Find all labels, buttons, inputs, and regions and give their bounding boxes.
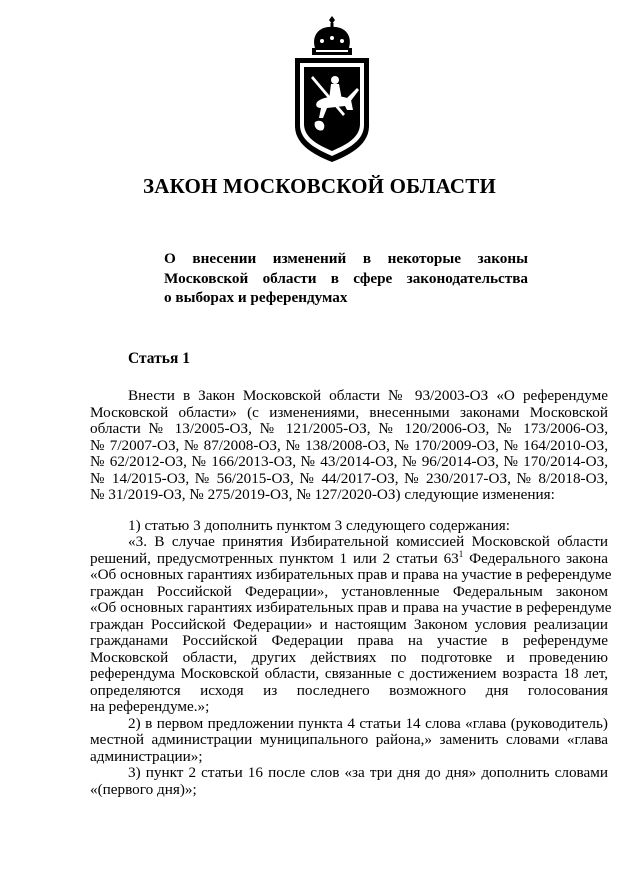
text-line-with-superscript: [90, 548, 608, 568]
text-line: Московской области, других действиях по подготовке и проведению: [90, 648, 608, 666]
text-line: № 14/2015-ОЗ, № 56/2015-ОЗ, № 44/2017-ОЗ, № 230/2017-ОЗ, № 8/2018-ОЗ,: [90, 469, 608, 487]
law-subject: [164, 249, 528, 308]
text-line: № 31/2019-ОЗ, № 275/2019-ОЗ, № 127/2020-ОЗ) следующие изменения:: [90, 486, 555, 503]
text-line: 2) в первом предложении пункта 4 статьи 14 слова «глава (руководитель): [128, 714, 608, 732]
subject-line: о выборах и референдумах: [164, 289, 348, 306]
text-line: «Об основных гарантиях избирательных прав и права на участие в референдуме: [90, 566, 612, 583]
text-line: «3. В случае принятия Избирательной комиссией Московской области: [128, 533, 608, 550]
text-fragment: решений, предусмотренных пунктом 1 или 2 статьи 63: [90, 549, 459, 567]
text-line: № 7/2007-ОЗ, № 87/2008-ОЗ, № 138/2008-ОЗ, № 170/2009-ОЗ, № 164/2010-ОЗ,: [90, 436, 608, 454]
text-line: «Об основных гарантиях избирательных прав и права на участие в референдуме: [90, 599, 612, 616]
text-line: 1) статью 3 дополнить пунктом 3 следующего содержания:: [128, 516, 510, 534]
text-line: гражданами Российской Федерации права на участие в референдуме: [90, 632, 608, 649]
coat-of-arms-emblem: [287, 14, 377, 164]
text-line: 3) пункт 2 статьи 16 после слов «за три дня до дня» дополнить словами: [128, 764, 608, 781]
text-line: «(первого дня)»;: [90, 780, 197, 798]
superscript: 1: [458, 548, 464, 559]
text-line: местной администрации муниципального района,» заменить словами «глава: [90, 731, 608, 748]
text-line: на референдуме.»;: [90, 698, 210, 715]
text-fragment: Федерального закона: [463, 549, 608, 567]
text-line: № 62/2012-ОЗ, № 166/2013-ОЗ, № 43/2014-ОЗ, № 96/2014-ОЗ, № 170/2014-ОЗ,: [90, 453, 608, 470]
subject-line: О внесении изменений в некоторые законы: [164, 250, 528, 267]
text-line: администрации»;: [90, 747, 203, 765]
text-line: граждан Российской Федерации» и настоящим Законом условия реализации: [90, 615, 608, 633]
article-body: [90, 387, 612, 798]
article-heading: Статья 1: [128, 350, 190, 367]
text-line: граждан Российской Федерации», установленные Федеральным законом: [90, 582, 608, 600]
subject-line: Московской области в сфере законодательства: [164, 269, 528, 287]
text-line: определяются исходя из последнего возможного дня голосования: [90, 681, 608, 699]
text-line: референдума Московской области, связанные с достижением возраста 18 лет,: [90, 665, 608, 682]
text-line: области № 13/2005-ОЗ, № 121/2005-ОЗ, № 120/2006-ОЗ, № 173/2006-ОЗ,: [90, 420, 608, 437]
document-title: ЗАКОН МОСКОВСКОЙ ОБЛАСТИ: [142, 174, 497, 198]
text-line: Московской области» (с изменениями, внесенными законами Московской: [90, 403, 608, 421]
text-line: Внести в Закон Московской области № 93/2003-ОЗ «О референдуме: [128, 387, 608, 404]
